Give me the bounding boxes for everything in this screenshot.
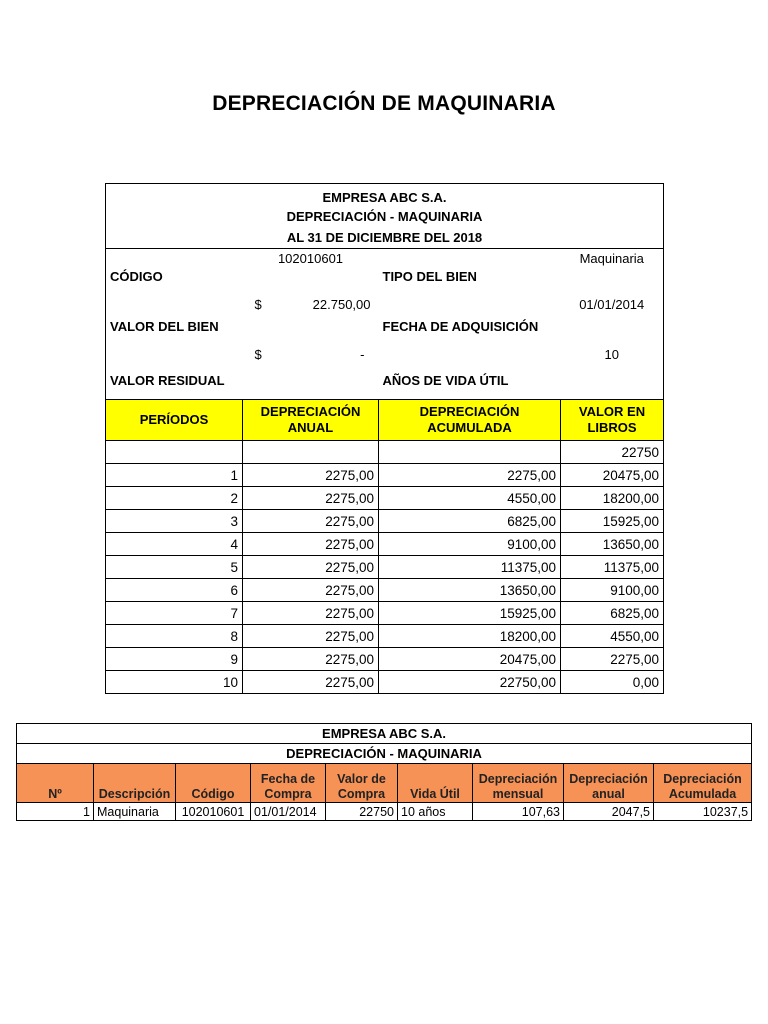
table-cell: 9100,00 bbox=[379, 533, 561, 556]
table-cell: 20475,00 bbox=[379, 648, 561, 671]
table-cell: 11375,00 bbox=[379, 556, 561, 579]
column-header: Nº bbox=[17, 764, 94, 803]
table-cell: 2275,00 bbox=[243, 648, 379, 671]
table-cell: 15925,00 bbox=[561, 510, 664, 533]
table-cell: 2 bbox=[106, 487, 243, 510]
vida-value: 10 bbox=[561, 345, 664, 400]
table-cell: 22750 bbox=[326, 803, 398, 821]
table-cell: 6 bbox=[106, 579, 243, 602]
table-cell: 4550,00 bbox=[379, 487, 561, 510]
table-row bbox=[106, 533, 664, 556]
tipo-value: Maquinaria bbox=[561, 249, 664, 296]
table-cell: 102010601 bbox=[176, 803, 251, 821]
table-cell: 4 bbox=[106, 533, 243, 556]
depreciation-summary-table bbox=[16, 723, 752, 821]
company-name: EMPRESA ABC S.A. bbox=[17, 724, 752, 744]
company-name: EMPRESA ABC S.A. bbox=[106, 184, 664, 207]
table-row bbox=[106, 671, 664, 694]
col-header-periodos: PERÍODOS bbox=[106, 400, 243, 441]
table-row bbox=[106, 602, 664, 625]
table-cell: 2275,00 bbox=[243, 671, 379, 694]
column-header: Fecha de Compra bbox=[251, 764, 326, 803]
valor-residual-label: VALOR RESIDUAL bbox=[106, 345, 243, 400]
table-cell: 13650,00 bbox=[379, 579, 561, 602]
report-subtitle: DEPRECIACIÓN - MAQUINARIA bbox=[17, 744, 752, 764]
table-cell: 2275,00 bbox=[243, 487, 379, 510]
codigo-label: CÓDIGO bbox=[106, 249, 243, 296]
table-cell: 0,00 bbox=[561, 671, 664, 694]
column-header: Descripción bbox=[94, 764, 176, 803]
table-cell bbox=[243, 441, 379, 464]
table-row bbox=[17, 803, 752, 821]
table-cell: 10237,5 bbox=[654, 803, 752, 821]
table-row bbox=[106, 487, 664, 510]
table-cell: 20475,00 bbox=[561, 464, 664, 487]
valor-bien-cell bbox=[247, 297, 375, 312]
table-cell: 2275,00 bbox=[243, 602, 379, 625]
column-header: Vida Útil bbox=[398, 764, 473, 803]
column-header: Depreciación mensual bbox=[473, 764, 564, 803]
depreciation-schedule-table bbox=[105, 183, 664, 694]
table-cell: 13650,00 bbox=[561, 533, 664, 556]
table-cell: 2275,00 bbox=[561, 648, 664, 671]
table-cell: Maquinaria bbox=[94, 803, 176, 821]
table-cell: 2275,00 bbox=[243, 625, 379, 648]
codigo-value: 102010601 bbox=[243, 249, 379, 296]
table-cell bbox=[106, 441, 243, 464]
column-header: Depreciación Acumulada bbox=[654, 764, 752, 803]
table-row bbox=[106, 579, 664, 602]
table-cell bbox=[379, 441, 561, 464]
fecha-value: 01/01/2014 bbox=[561, 295, 664, 345]
report-date: AL 31 DE DICIEMBRE DEL 2018 bbox=[106, 227, 664, 249]
table-cell: 2275,00 bbox=[243, 556, 379, 579]
table-cell: 1 bbox=[17, 803, 94, 821]
col-header-dep-acumulada: DEPRECIACIÓN ACUMULADA bbox=[379, 400, 561, 441]
table-cell: 2047,5 bbox=[564, 803, 654, 821]
valor-residual-cell bbox=[247, 347, 375, 362]
table-cell: 2275,00 bbox=[243, 579, 379, 602]
table-cell: 2275,00 bbox=[243, 533, 379, 556]
table-cell: 9100,00 bbox=[561, 579, 664, 602]
table-cell: 4550,00 bbox=[561, 625, 664, 648]
report-subtitle: DEPRECIACIÓN - MAQUINARIA bbox=[106, 206, 664, 227]
vida-label: AÑOS DE VIDA ÚTIL bbox=[382, 372, 509, 388]
table-cell: 2275,00 bbox=[379, 464, 561, 487]
valor-bien-value: 22.750,00 bbox=[312, 297, 371, 312]
table-cell: 11375,00 bbox=[561, 556, 664, 579]
initial-book-value: 22750 bbox=[561, 441, 664, 464]
table-cell: 10 bbox=[106, 671, 243, 694]
col-header-dep-anual: DEPRECIACIÓN ANUAL bbox=[243, 400, 379, 441]
table-cell: 18200,00 bbox=[379, 625, 561, 648]
table-cell: 15925,00 bbox=[379, 602, 561, 625]
table-cell: 2275,00 bbox=[243, 464, 379, 487]
table-row bbox=[106, 556, 664, 579]
table-cell: 9 bbox=[106, 648, 243, 671]
tipo-label: TIPO DEL BIEN bbox=[379, 249, 561, 296]
page-title: DEPRECIACIÓN DE MAQUINARIA bbox=[212, 92, 556, 115]
table-row bbox=[106, 464, 664, 487]
currency-symbol: $ bbox=[254, 347, 262, 362]
table-cell: 2275,00 bbox=[243, 510, 379, 533]
column-header: Código bbox=[176, 764, 251, 803]
table-cell: 5 bbox=[106, 556, 243, 579]
currency-symbol: $ bbox=[254, 297, 262, 312]
table-cell: 18200,00 bbox=[561, 487, 664, 510]
column-header: Depreciación anual bbox=[564, 764, 654, 803]
table-cell: 107,63 bbox=[473, 803, 564, 821]
fecha-label: FECHA DE ADQUISICIÓN bbox=[382, 318, 539, 334]
table-cell: 10 años bbox=[398, 803, 473, 821]
table-cell: 22750,00 bbox=[379, 671, 561, 694]
table-cell: 7 bbox=[106, 602, 243, 625]
table-cell: 6825,00 bbox=[379, 510, 561, 533]
table-row bbox=[106, 625, 664, 648]
table-cell: 3 bbox=[106, 510, 243, 533]
table-row bbox=[106, 510, 664, 533]
col-header-valor-libros: VALOR EN LIBROS bbox=[561, 400, 664, 441]
table-cell: 1 bbox=[106, 464, 243, 487]
valor-residual-value: - bbox=[360, 347, 365, 362]
table-cell: 6825,00 bbox=[561, 602, 664, 625]
table-cell: 8 bbox=[106, 625, 243, 648]
valor-bien-label: VALOR DEL BIEN bbox=[106, 295, 243, 345]
table-cell: 01/01/2014 bbox=[251, 803, 326, 821]
column-header: Valor de Compra bbox=[326, 764, 398, 803]
table-row bbox=[106, 648, 664, 671]
